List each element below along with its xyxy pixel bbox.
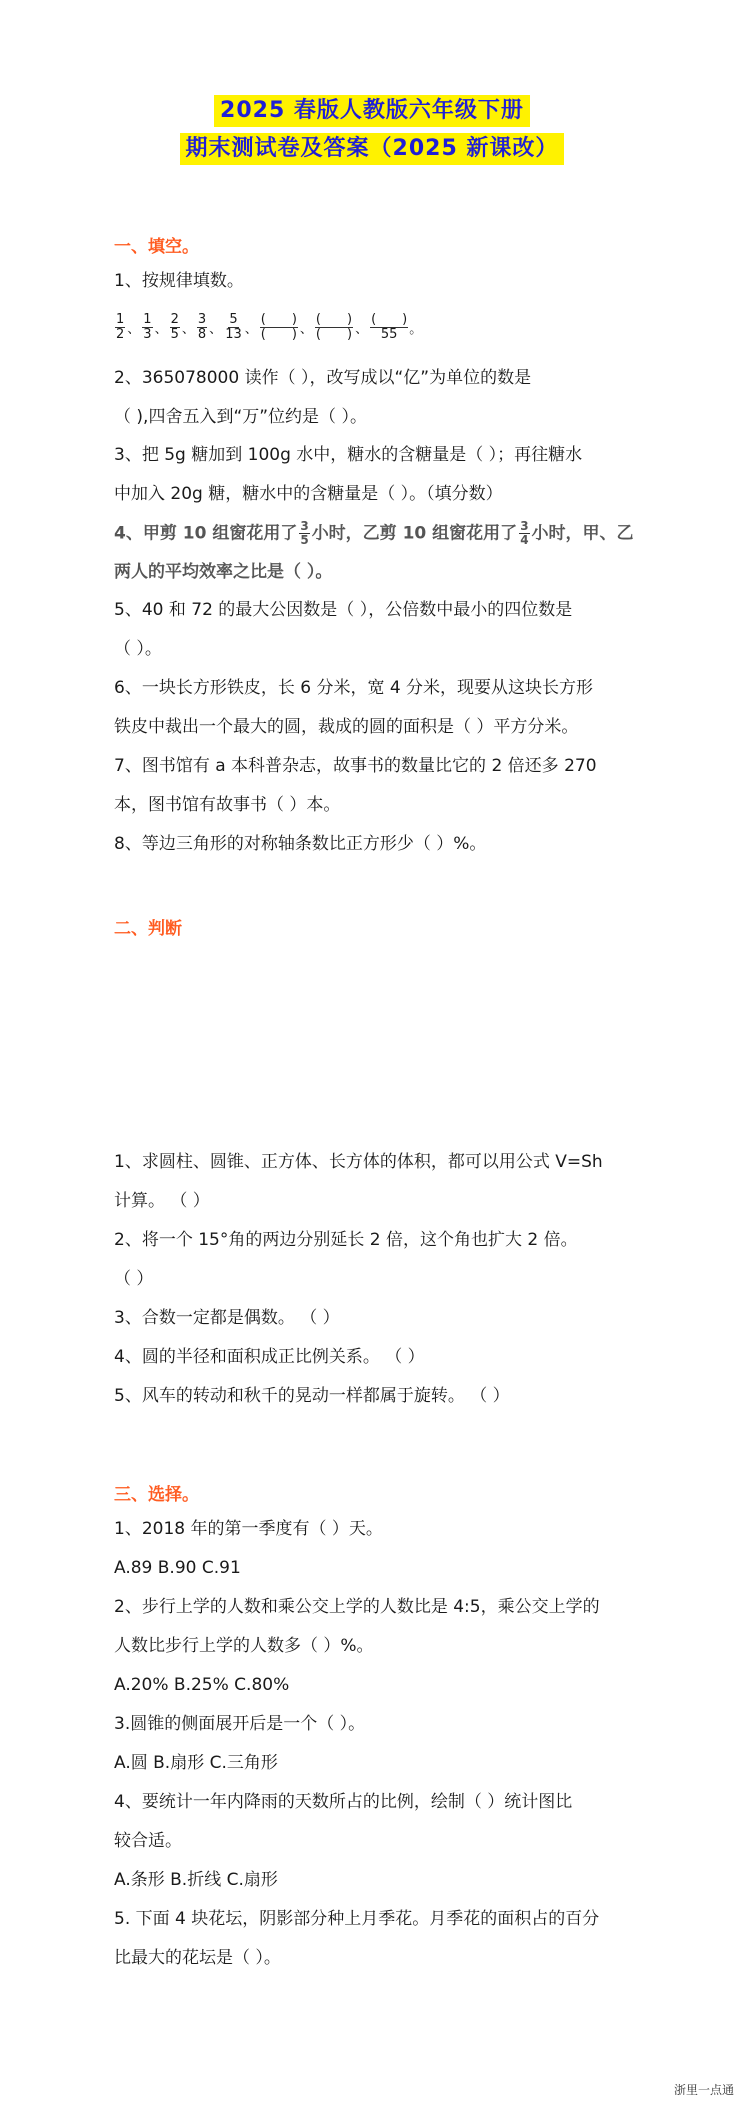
sequence-fraction bbox=[370, 313, 408, 342]
fraction-numerator: 2 bbox=[170, 311, 179, 327]
fill-q7-line1: 7、图书馆有 a 本科普杂志，故事书的数量比它的 2 倍还多 270 bbox=[114, 756, 597, 776]
section-heading-judge: 二、判断 bbox=[114, 919, 182, 939]
title-line-2: 期末测试卷及答案（2025 新课改） bbox=[180, 133, 565, 165]
fraction-numerator: ( ) bbox=[260, 311, 297, 327]
choice-q5-line1: 5. 下面 4 块花坛，阴影部分种上月季花。月季花的面积占的百分 bbox=[114, 1909, 600, 1929]
choice-q4-options: A.条形 B.折线 C.扇形 bbox=[114, 1870, 278, 1890]
fraction-denominator: 4 bbox=[520, 533, 529, 547]
fill-q5-line2: （ ）。 bbox=[114, 639, 162, 659]
fraction-denominator: 13 bbox=[225, 326, 242, 342]
sequence-fraction bbox=[142, 313, 152, 342]
document-title bbox=[0, 92, 744, 168]
fraction-numerator: 5 bbox=[229, 311, 238, 327]
fraction-denominator: 2 bbox=[116, 326, 125, 342]
separator: 、 bbox=[127, 321, 141, 337]
fraction-denominator: ( ) bbox=[315, 326, 353, 342]
watermark: 浙里一点通 bbox=[673, 2083, 734, 2097]
fraction-numerator: ( ) bbox=[315, 311, 353, 327]
sequence-fraction bbox=[170, 313, 180, 342]
fraction-denominator: 5 bbox=[170, 326, 179, 342]
fill-q5-line1: 5、40 和 72 的最大公因数是（ ），公倍数中最小的四位数是 bbox=[114, 600, 573, 620]
judge-q4: 4、圆的半径和面积成正比例关系。 （ ） bbox=[114, 1347, 425, 1367]
fraction-denominator: 5 bbox=[300, 533, 309, 547]
fill-q3-line1: 3、把 5g 糖加到 100g 水中，糖水的含糖量是（ ）；再往糖水 bbox=[114, 445, 583, 465]
fill-q1-sequence bbox=[114, 307, 422, 347]
fraction-numerator: 1 bbox=[143, 311, 152, 327]
fill-q2-line1: 2、365078000 读作（ ），改写成以“亿”为单位的数是 bbox=[114, 368, 532, 388]
sequence-fraction bbox=[197, 313, 207, 342]
fraction-numerator: 1 bbox=[116, 311, 125, 327]
fill-q4-text1: 4、甲剪 10 组窗花用了 bbox=[114, 523, 298, 544]
fill-q4-text2: 小时，乙剪 10 组窗花用了 bbox=[311, 523, 518, 544]
choice-q2-options: A.20% B.25% C.80% bbox=[114, 1675, 290, 1695]
choice-q4-line1: 4、要统计一年内降雨的天数所占的比例，绘制（ ）统计图比 bbox=[114, 1792, 573, 1812]
separator: 、 bbox=[244, 321, 258, 337]
choice-q2-line2: 人数比步行上学的人数多（ ）%。 bbox=[114, 1636, 374, 1656]
choice-q1: 1、2018 年的第一季度有（ ）天。 bbox=[114, 1519, 383, 1539]
choice-q3: 3.圆锥的侧面展开后是一个（ ）。 bbox=[114, 1714, 366, 1734]
judge-q3: 3、合数一定都是偶数。 （ ） bbox=[114, 1308, 340, 1328]
judge-q2-line2: （ ） bbox=[114, 1269, 154, 1289]
fraction-3-4 bbox=[519, 520, 529, 547]
fill-q2-line2: （ ),四舍五入到“万”位约是（ ）。 bbox=[114, 407, 367, 427]
fill-q4-text3: 小时，甲、乙 bbox=[531, 523, 634, 544]
fraction-denominator: ( ) bbox=[260, 326, 297, 342]
fill-q4-line2: 两人的平均效率之比是（ ）。 bbox=[114, 562, 333, 582]
sequence-fraction bbox=[315, 313, 353, 342]
fraction-numerator: 3 bbox=[197, 311, 207, 327]
fill-q4-line1 bbox=[114, 520, 634, 547]
judge-q2-line1: 2、将一个 15°角的两边分别延长 2 倍，这个角也扩大 2 倍。 bbox=[114, 1230, 578, 1250]
choice-q4-line2: 较合适。 bbox=[114, 1831, 182, 1851]
choice-q2-line1: 2、步行上学的人数和乘公交上学的人数比是 4:5，乘公交上学的 bbox=[114, 1597, 600, 1617]
fraction-3-5 bbox=[299, 520, 309, 547]
fill-q3-line2: 中加入 20g 糖，糖水中的含糖量是（ ）。（填分数） bbox=[114, 484, 503, 504]
separator: 、 bbox=[181, 321, 195, 337]
sequence-fraction bbox=[115, 313, 125, 342]
separator: 、 bbox=[299, 321, 313, 337]
fill-q6-line1: 6、一块长方形铁皮，长 6 分米，宽 4 分米，现要从这块长方形 bbox=[114, 678, 594, 698]
fill-q6-line2: 铁皮中裁出一个最大的圆，裁成的圆的面积是（ ）平方分米。 bbox=[114, 717, 579, 737]
choice-q5-line2: 比最大的花坛是（ ）。 bbox=[114, 1948, 281, 1968]
fraction-denominator: 55 bbox=[380, 326, 398, 342]
fill-q8: 8、等边三角形的对称轴条数比正方形少（ ）%。 bbox=[114, 834, 487, 854]
fraction-denominator: 8 bbox=[197, 326, 207, 342]
sequence-fraction bbox=[224, 313, 243, 342]
fraction-numerator: 3 bbox=[300, 519, 309, 533]
judge-q5: 5、风车的转动和秋千的晃动一样都属于旋转。 （ ） bbox=[114, 1386, 510, 1406]
fill-q1: 1、按规律填数。 bbox=[114, 271, 244, 291]
sequence-fraction bbox=[260, 313, 298, 342]
judge-q1-line2: 计算。 （ ） bbox=[114, 1191, 210, 1211]
judge-q1-line1: 1、求圆柱、圆锥、正方体、长方体的体积，都可以用公式 V=Sh bbox=[114, 1152, 603, 1172]
choice-q3-options: A.圆 B.扇形 C.三角形 bbox=[114, 1753, 278, 1773]
choice-q1-options: A.89 B.90 C.91 bbox=[114, 1558, 241, 1578]
separator: 、 bbox=[209, 321, 223, 337]
section-heading-choice: 三、选择。 bbox=[114, 1485, 199, 1505]
fraction-numerator: 3 bbox=[520, 519, 529, 533]
section-heading-fill: 一、填空。 bbox=[114, 237, 199, 257]
title-line-1: 2025 春版人教版六年级下册 bbox=[214, 95, 530, 127]
sequence-end: 。 bbox=[409, 321, 423, 337]
fraction-numerator: ( ) bbox=[371, 311, 408, 327]
fill-q7-line2: 本，图书馆有故事书（ ）本。 bbox=[114, 795, 341, 815]
separator: 、 bbox=[355, 321, 369, 337]
fraction-denominator: 3 bbox=[143, 326, 152, 342]
separator: 、 bbox=[154, 321, 168, 337]
